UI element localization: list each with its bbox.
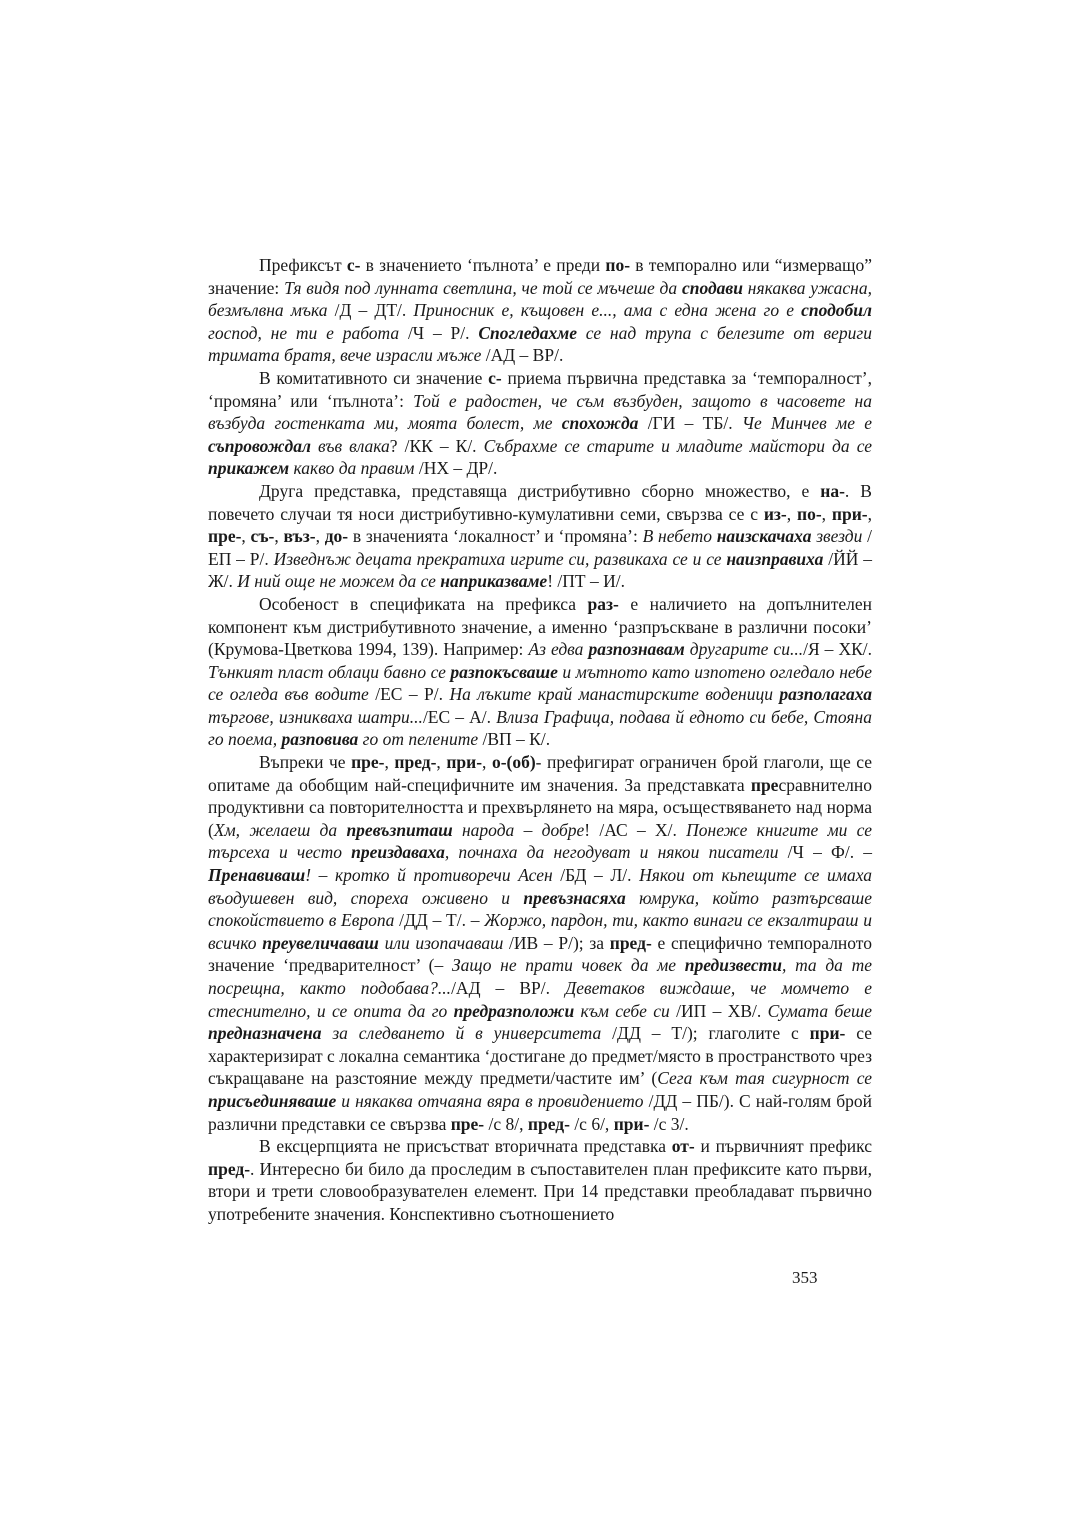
highlighted-verb: превъзнасяха	[523, 887, 626, 908]
text-run: Въпреки че	[259, 752, 352, 773]
text-run: ,	[384, 752, 395, 773]
text-run: ,	[315, 526, 325, 547]
text-run: и първичният префикс	[694, 1136, 872, 1157]
example-quote: или изопачаваш	[378, 932, 504, 953]
prefix-term: с-	[346, 255, 361, 275]
text-run: ! /АС – Х/.	[584, 819, 687, 840]
example-quote: и мътното като изпотено огледало небе се огледа във водите	[208, 661, 872, 705]
highlighted-verb: прикажем	[208, 458, 290, 479]
highlighted-verb: сподави	[681, 277, 743, 298]
example-quote: , почнаха да негодуват и някои писатели	[444, 842, 779, 863]
highlighted-verb: предразположи	[453, 1000, 575, 1021]
page-number: 353	[792, 1268, 818, 1287]
text-run: /Ч – Р/.	[399, 322, 479, 343]
example-quote: Аз едва	[528, 639, 589, 660]
example-quote: Деветаков виждаше, че момчето е стеснително, и се опита да го	[208, 978, 872, 1021]
highlighted-verb: разпознавам	[588, 639, 685, 660]
text-run: ,	[274, 526, 284, 547]
paragraph	[208, 480, 872, 593]
prefix-term: по-	[797, 503, 822, 524]
prefix-term: на-	[820, 480, 845, 501]
prefix-term: пред-	[208, 1158, 251, 1179]
highlighted-verb: сподобил	[801, 300, 872, 321]
example-quote: Сега към тая сигурност се	[657, 1068, 872, 1089]
paragraph	[208, 254, 872, 367]
example-quote: И ний още не можем да се	[237, 571, 441, 592]
prefix-term: съ-	[250, 526, 275, 547]
highlighted-verb: разпокъсваше	[450, 661, 558, 682]
prefix-term: из-	[763, 503, 787, 524]
text-run: /ИВ – Р/); за	[503, 932, 610, 953]
example-quote: Тънкият пласт облаци бавно се	[208, 661, 451, 682]
text-run: /Ч – Ф/. –	[778, 842, 872, 863]
text-run: ,	[867, 503, 873, 524]
text-run: се характеризират с локална семантика ‘достигане до предмет/място в пространството чрез съкращаване на разстояние между предмети/частите им’ (	[208, 1023, 873, 1089]
highlighted-verb: разповива	[281, 729, 359, 750]
text-run: ,	[482, 752, 492, 773]
prefix-term: пре-	[208, 526, 242, 547]
paragraph	[208, 751, 872, 1135]
prefix-term: с-	[488, 367, 502, 388]
text-run: ? /КК – К/.	[389, 435, 484, 456]
example-quote: юмрука, който разтърсваше спокойствието в Европа	[208, 887, 872, 931]
highlighted-verb: предизвести	[684, 955, 783, 976]
highlighted-verb: наизскачаха	[716, 526, 812, 547]
body-text	[208, 254, 872, 1226]
example-quote: Някои от кьпещите се имаха въодушевен вид, спореха оживено и	[208, 865, 872, 908]
text-run: в значенията ‘локалност’ и ‘промяна’:	[348, 526, 643, 547]
text-run: Особеност в спецификата на префикса	[259, 593, 588, 614]
text-run: е специфично темпоралното значение ‘предварителност’ (–	[208, 932, 872, 976]
text-run: /ЕС – Р/.	[368, 684, 450, 705]
example-quote: другарите си...	[684, 639, 804, 660]
prefix-term: о-(об)	[491, 752, 536, 773]
text-run: /ВП – К/.	[478, 729, 551, 750]
text-run: /ДД – Т/); глаголите с	[601, 1023, 810, 1044]
text-run: /БД – Л/.	[552, 865, 640, 886]
example-quote: и някаква отчаяна вяра в провидението	[336, 1090, 644, 1111]
text-run: Друга представка, представяща дистрибутивно сборно множество, е	[259, 480, 821, 501]
highlighted-verb: наизправиха	[726, 548, 824, 569]
prefix-term: раз-	[587, 593, 619, 614]
highlighted-verb: предназначена	[208, 1023, 322, 1044]
text-run: /с 8/,	[484, 1113, 528, 1134]
prefix-term: пред-	[527, 1113, 570, 1134]
prefix-term: пре-	[450, 1113, 485, 1134]
prefix-term: до-	[324, 526, 349, 547]
highlighted-verb: Спогледахме	[478, 322, 577, 343]
text-run: е наличието на допълнителен компонент към дистрибутивното значение, а именно ‘разпръскване в различни посоки’ (Крумова-Цветкова 1994, 139). Например:	[208, 593, 872, 660]
example-quote: Защо не прати човек да ме	[451, 955, 685, 976]
example-quote: Влиза Графица, подава й едното си бебе, Стояна го поема,	[208, 706, 872, 750]
example-quote: господ, не ти е работа	[208, 322, 400, 343]
text-run: /ЙЙ – Ж/.	[208, 548, 872, 592]
example-quote: някаква ужасна, безмълвна мъка	[208, 277, 872, 321]
example-quote: какво да правим	[289, 458, 415, 479]
example-quote: Приносник е, къщовен е..., ама с една жена го е	[413, 300, 802, 321]
prefix-term: пре	[750, 774, 779, 795]
highlighted-verb: присъединяваше	[208, 1090, 337, 1111]
highlighted-verb: Пренавиваш	[208, 865, 306, 886]
text-run: . Интересно би било да проследим в съпоставителен план префиксите като първи, втори и трети словообразувателен елемент. При 14 представки преобладават първично употребените значения. Конспективно съотношението	[208, 1158, 872, 1224]
highlighted-verb: наприказваме	[440, 571, 548, 592]
example-quote: за следването й в университета	[321, 1023, 602, 1044]
text-run: /ЕП – Р/.	[208, 526, 872, 569]
text-run: Префиксът	[259, 255, 347, 275]
prefix-term: пред-	[394, 752, 437, 773]
text-run: ,	[241, 526, 251, 547]
highlighted-verb: превъзпиташ	[346, 819, 453, 840]
example-quote: Понеже книгите ми се търсеха и често	[208, 819, 872, 863]
prefix-term: въз-	[283, 526, 316, 547]
paragraph	[208, 1135, 872, 1225]
highlighted-verb: преиздаваха	[351, 842, 445, 863]
text-run: - префигират ограничен брой глаголи, ще се опитаме да обобщим най-специфичните им значения. За представката	[208, 752, 873, 795]
text-run: /с 6/,	[569, 1113, 614, 1134]
highlighted-verb: разполагаха	[779, 684, 872, 705]
text-run: /ДД – Т/. –	[394, 910, 485, 931]
highlighted-verb: спохожда	[561, 413, 639, 434]
text-run: /АД – ВР/.	[451, 978, 566, 998]
text-run: ,	[786, 503, 797, 524]
text-run: ,	[821, 503, 832, 524]
example-quote: Събрахме се старите и младите майстори да се	[483, 435, 872, 456]
paragraph	[208, 367, 872, 480]
example-quote: звезди	[811, 526, 863, 547]
paragraph	[208, 593, 872, 751]
prefix-term: пред-	[609, 932, 652, 953]
text-run: /Д – ДТ/.	[327, 300, 414, 321]
example-quote: Той е радостен, че съм възбуден, защото в часовете на възбуда гостенката ми, моята болест, ме	[208, 390, 872, 434]
text-run: В комитативното си значение	[259, 367, 489, 388]
text-run: . В повечето случаи тя носи дистрибутивно-кумулативни семи, свързва се с	[208, 480, 872, 524]
example-quote: Хм, желаеш да	[213, 819, 347, 840]
example-quote: Сумата беше	[767, 1000, 872, 1021]
prefix-term: по-	[605, 255, 631, 275]
example-quote: В небето	[642, 526, 717, 547]
example-quote: народа – добре	[452, 819, 585, 840]
text-run: в темпорално или “измерващо” значение:	[208, 255, 872, 298]
text-run: ,	[436, 752, 447, 773]
text-run: /ГИ – ТБ/.	[638, 413, 742, 434]
example-quote: Изведнъж децата прекратиха игрите си, развикаха се и се	[273, 548, 727, 569]
prefix-term: от-	[671, 1136, 695, 1157]
prefix-term: при-	[613, 1113, 650, 1134]
example-quote: ! – кротко й противоречи Асен	[305, 865, 553, 886]
example-quote: На лъките край манастирските воденици	[449, 684, 780, 705]
example-quote: се над трупа с белезите от вериги тримата братя, вече израсли мъже	[208, 322, 872, 366]
text-run: /с 3/.	[649, 1113, 689, 1134]
text-run: приема първична представка за ‘темпоралност’, ‘промяна’ или ‘пълнота’:	[208, 367, 872, 411]
example-quote: Тя видя под лунната светлина, че той се мъчеше да	[284, 277, 682, 298]
prefix-term: пре-	[351, 752, 385, 773]
text-run: ! /ПТ – И/.	[547, 571, 625, 592]
prefix-term: при-	[831, 503, 868, 524]
example-quote: Че Минчев ме е	[741, 413, 873, 434]
prefix-term: при-	[446, 752, 483, 773]
example-quote: търгове, изникваха шатри...	[208, 706, 423, 727]
highlighted-verb: преувеличаваш	[262, 932, 379, 953]
highlighted-verb: съпровождал	[208, 435, 311, 456]
prefix-term: при-	[809, 1023, 846, 1044]
example-quote: към себе си	[574, 1000, 670, 1021]
example-quote: във влака	[310, 435, 390, 456]
text-run: /АД – ВР/.	[481, 345, 564, 366]
text-run: /ЕС – А/.	[422, 706, 497, 727]
example-quote: го от пелените	[358, 729, 479, 750]
example-quote: , та да те посрещна, както подобава?...	[208, 955, 872, 998]
example-quote: Жоржо, пардон, ти, както винаги се екзалтираш и всичко	[208, 910, 872, 953]
text-run: /ИП – ХВ/.	[669, 1000, 768, 1021]
text-run: /Я – ХК/.	[803, 639, 872, 660]
text-run: В ексцерпцията не присъстват вторичната представка	[259, 1136, 672, 1157]
text-run: /НХ – ДР/.	[414, 458, 498, 479]
text-run: в значението ‘пълнота’ е преди	[360, 255, 606, 275]
text-run: /ДД – ПБ/). С най-голям брой различни представки се свързва	[208, 1090, 873, 1134]
text-run: сравнително продуктивни са повторителността и прехвърлянето на мяра, осъществяването над норма (	[208, 774, 872, 840]
